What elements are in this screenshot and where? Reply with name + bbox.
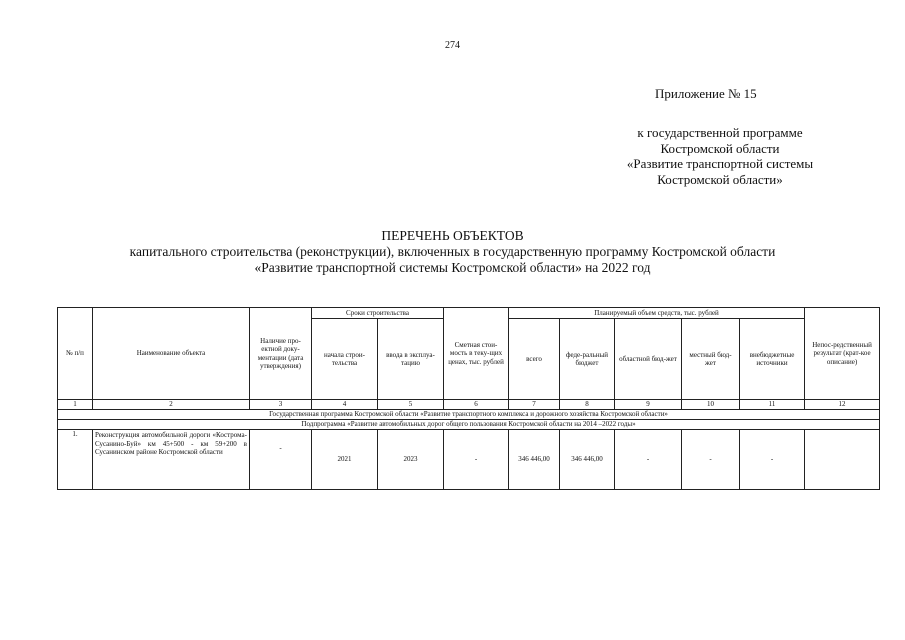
cell-total: 346 446,00 — [509, 430, 560, 490]
title-line-1: ПЕРЕЧЕНЬ ОБЪЕКТОВ — [381, 228, 524, 243]
cell-local: - — [682, 430, 740, 490]
cell-commission: 2023 — [378, 430, 444, 490]
column-number: 9 — [615, 400, 682, 410]
appendix-line: «Развитие транспортной системы — [626, 156, 814, 171]
header-regional: областной бюд-жет — [615, 319, 682, 400]
document-title — [0, 228, 905, 276]
program-row: Государственная программа Костромской области «Развитие транспортного комплекса и дорожного хозяйства Костромской области» — [58, 410, 880, 420]
header-docs: Наличие про-ектной доку-ментации (дата утверждения) — [250, 308, 312, 400]
subprogram-row: Подпрограмма «Развитие автомобильных дорог общего пользования Костромской области на 2014 –2022 годы» — [58, 420, 880, 430]
column-number: 2 — [93, 400, 250, 410]
header-name: Наименование объекта — [93, 308, 250, 400]
column-number: 12 — [805, 400, 880, 410]
column-number: 8 — [560, 400, 615, 410]
column-number: 5 — [378, 400, 444, 410]
appendix-line: Костромской области» — [657, 171, 783, 187]
page-number: 274 — [445, 40, 460, 51]
cell-result — [805, 430, 880, 490]
header-start: начала строи-тельства — [312, 319, 378, 400]
cell-start: 2021 — [312, 430, 378, 490]
header-result: Непос-редственный результат (крат-кое описание) — [805, 308, 880, 400]
header-construction-period: Сроки строительства — [312, 308, 444, 319]
column-number: 4 — [312, 400, 378, 410]
appendix-line: Костромской области — [660, 140, 780, 156]
cell-estimate: - — [444, 430, 509, 490]
header-total: всего — [509, 319, 560, 400]
objects-table — [57, 307, 880, 490]
appendix-label: Приложение № 15 — [655, 86, 757, 101]
cell-extra: - — [740, 430, 805, 490]
cell-num: 1. — [58, 430, 93, 490]
table-row — [58, 430, 880, 490]
appendix-line: к государственной программе — [637, 125, 803, 140]
header-federal: феде-ральный бюджет — [560, 319, 615, 400]
column-number: 3 — [250, 400, 312, 410]
column-number: 11 — [740, 400, 805, 410]
title-line-3: «Развитие транспортной системы Костромской области» на 2022 год — [254, 260, 651, 275]
cell-federal: 346 446,00 — [560, 430, 615, 490]
header-estimate: Сметная стои-мость в теку-щих ценах, тыс. рублей — [444, 308, 509, 400]
column-number: 10 — [682, 400, 740, 410]
title-line-2: капитального строительства (реконструкции), включенных в государственную программу Костромской области — [129, 244, 776, 259]
header-commission: ввода в эксплуа-тацию — [378, 319, 444, 400]
header-extra: внебюджетные источники — [740, 319, 805, 400]
header-planned-funds: Планируемый объем средств, тыс. рублей — [509, 308, 805, 319]
column-number: 7 — [509, 400, 560, 410]
cell-regional: - — [615, 430, 682, 490]
column-number: 1 — [58, 400, 93, 410]
cell-docs: - — [250, 430, 312, 490]
cell-name: Реконструкция автомобильной дороги «Кострома-Сусанино-Буй» км 45+500 - км 59+200 в Сусанинском районе Костромской области — [93, 430, 250, 490]
appendix-reference — [560, 125, 880, 187]
column-number: 6 — [444, 400, 509, 410]
header-num: № п/п — [58, 308, 93, 400]
header-local: местный бюд-жет — [682, 319, 740, 400]
